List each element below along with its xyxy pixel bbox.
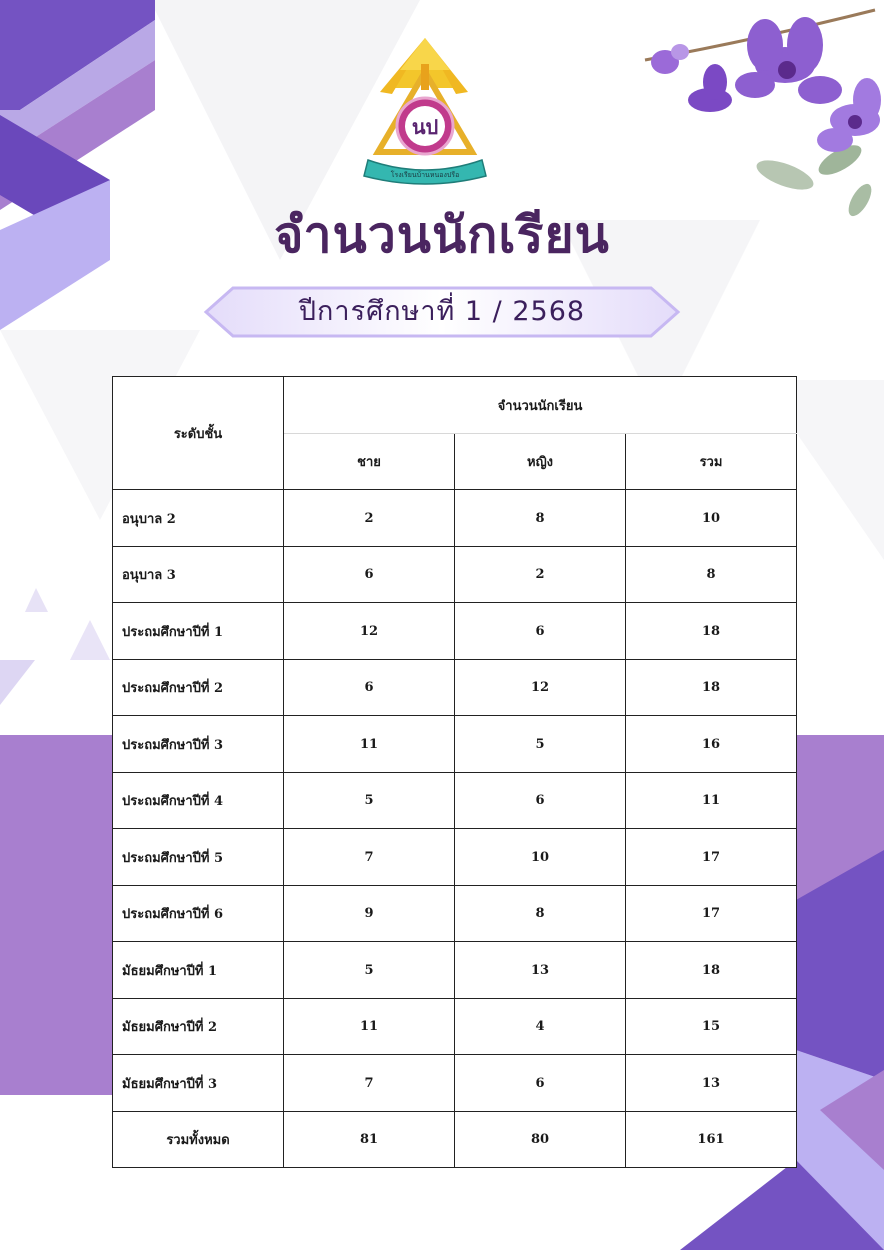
female-count-cell: 8 [455, 886, 626, 942]
table-row [113, 773, 797, 829]
grand-total-row [113, 1112, 797, 1168]
table-header-row [113, 377, 797, 434]
grand-total-count: 161 [626, 1112, 797, 1168]
student-count-table [112, 376, 797, 1168]
logo-monogram: นป [411, 115, 439, 139]
male-count-cell: 11 [284, 716, 455, 773]
total-count-cell: 18 [626, 942, 797, 999]
level-cell: ประถมศึกษาปีที่ 1 [113, 603, 284, 660]
total-count-cell: 18 [626, 660, 797, 716]
male-count-cell: 12 [284, 603, 455, 660]
total-count-cell: 17 [626, 886, 797, 942]
male-count-cell: 5 [284, 773, 455, 829]
table-row [113, 1055, 797, 1112]
level-cell: อนุบาล 3 [113, 547, 284, 603]
female-count-cell: 4 [455, 999, 626, 1055]
level-cell: ประถมศึกษาปีที่ 3 [113, 716, 284, 773]
total-count-cell: 11 [626, 773, 797, 829]
female-count-cell: 6 [455, 773, 626, 829]
table-row [113, 999, 797, 1055]
level-cell: ประถมศึกษาปีที่ 6 [113, 886, 284, 942]
table-row [113, 886, 797, 942]
grand-total-male: 81 [284, 1112, 455, 1168]
level-cell: มัธยมศึกษาปีที่ 3 [113, 1055, 284, 1112]
female-count-cell: 12 [455, 660, 626, 716]
total-count-cell: 15 [626, 999, 797, 1055]
female-count-cell: 6 [455, 603, 626, 660]
female-count-cell: 6 [455, 1055, 626, 1112]
level-cell: มัธยมศึกษาปีที่ 1 [113, 942, 284, 999]
total-count-cell: 18 [626, 603, 797, 660]
total-count-cell: 8 [626, 547, 797, 603]
male-count-cell: 5 [284, 942, 455, 999]
total-count-cell: 17 [626, 829, 797, 886]
count-column-header: จำนวนนักเรียน [284, 377, 797, 434]
level-column-header: ระดับชั้น [113, 377, 284, 490]
female-count-cell: 5 [455, 716, 626, 773]
table-row [113, 942, 797, 999]
female-count-cell: 10 [455, 829, 626, 886]
level-cell: อนุบาล 2 [113, 490, 284, 547]
male-count-cell: 2 [284, 490, 455, 547]
female-count-cell: 13 [455, 942, 626, 999]
total-count-cell: 13 [626, 1055, 797, 1112]
page-title: จำนวนนักเรียน [274, 206, 610, 264]
grand-total-label: รวมทั้งหมด [113, 1112, 284, 1168]
female-count-cell: 8 [455, 490, 626, 547]
total-column-header: รวม [626, 434, 797, 490]
table-row [113, 660, 797, 716]
male-count-cell: 7 [284, 1055, 455, 1112]
school-logo [360, 30, 490, 188]
grand-total-female: 80 [455, 1112, 626, 1168]
male-count-cell: 11 [284, 999, 455, 1055]
level-cell: ประถมศึกษาปีที่ 2 [113, 660, 284, 716]
table-row [113, 603, 797, 660]
table-row [113, 490, 797, 547]
level-cell: มัธยมศึกษาปีที่ 2 [113, 999, 284, 1055]
logo-ribbon-text: โรงเรียนบ้านหนองปรือ [390, 171, 460, 179]
male-column-header: ชาย [284, 434, 455, 490]
male-count-cell: 9 [284, 886, 455, 942]
total-count-cell: 10 [626, 490, 797, 547]
level-cell: ประถมศึกษาปีที่ 4 [113, 773, 284, 829]
female-count-cell: 2 [455, 547, 626, 603]
level-cell: ประถมศึกษาปีที่ 5 [113, 829, 284, 886]
male-count-cell: 7 [284, 829, 455, 886]
academic-year-banner [203, 285, 681, 339]
table-row [113, 547, 797, 603]
table-row [113, 829, 797, 886]
table-row [113, 716, 797, 773]
total-count-cell: 16 [626, 716, 797, 773]
male-count-cell: 6 [284, 547, 455, 603]
male-count-cell: 6 [284, 660, 455, 716]
academic-year-label: ปีการศึกษาที่ 1 / 2568 [298, 296, 586, 327]
female-column-header: หญิง [455, 434, 626, 490]
